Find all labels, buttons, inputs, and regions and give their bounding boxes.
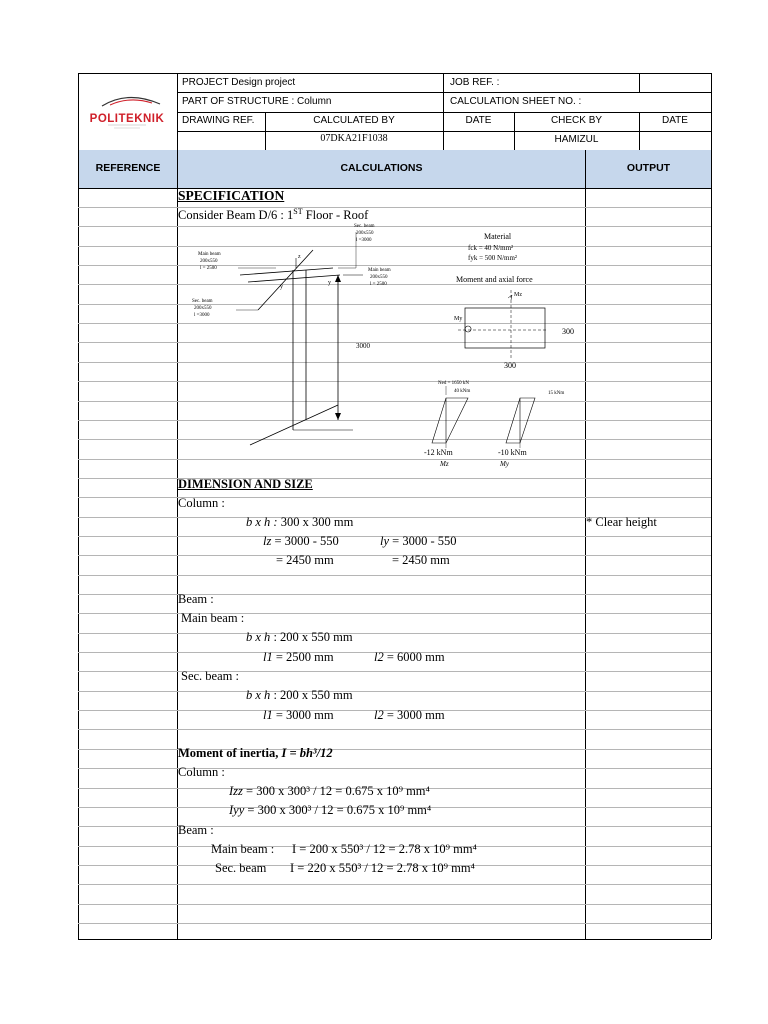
sec-beam-l1: l1 = 3000 mm (263, 708, 334, 722)
consider-beam-line: Consider Beam D/6 : 1ST Floor - Roof (178, 207, 369, 223)
calculations-header: CALCULATIONS (178, 150, 585, 188)
row-gridline (78, 594, 711, 595)
svg-text:l =3000: l =3000 (194, 313, 210, 318)
izz-line: Izz = 300 x 300³ / 12 = 0.675 x 10⁹ mm⁴ (229, 784, 430, 798)
svg-text:300: 300 (562, 327, 574, 336)
row-gridline (78, 826, 711, 827)
inertia-sec-beam-label: Sec. beam (215, 861, 267, 875)
drawing-ref-label: DRAWING REF. (182, 115, 255, 126)
date-label-1: DATE (465, 115, 492, 126)
inertia-main-beam-expr: I = 200 x 550³ / 12 = 2.78 x 10⁹ mm⁴ (292, 842, 477, 856)
clear-height-note: * Clear height (586, 515, 657, 529)
svg-text:Material: Material (484, 232, 512, 241)
lz-result: = 2450 mm (276, 553, 334, 567)
ly-result: = 2450 mm (392, 553, 450, 567)
date-label-2: DATE (662, 115, 688, 126)
row-gridline (78, 691, 711, 692)
part-of-structure: PART OF STRUCTURE : Column (182, 96, 332, 107)
svg-text:200x550: 200x550 (370, 275, 388, 280)
sec-beam-label: Sec. beam : (181, 669, 239, 683)
row-gridline (78, 497, 711, 498)
inertia-main-beam-label: Main beam : (211, 842, 275, 856)
svg-text:l = 2500: l = 2500 (200, 266, 217, 271)
svg-text:y: y (328, 280, 331, 286)
row-gridline (78, 613, 711, 614)
svg-text:y: y (280, 284, 283, 290)
svg-text:Mz: Mz (514, 292, 522, 298)
sec-beam-l2: l2 = 3000 mm (374, 708, 445, 722)
inertia-column-label: Column : (178, 765, 225, 779)
logo-swoosh-icon (80, 92, 175, 132)
job-ref-label: JOB REF. : (450, 77, 500, 88)
svg-text:My: My (500, 460, 509, 468)
main-beam-l2: l2 = 6000 mm (374, 650, 445, 664)
iyy-line: Iyy = 300 x 300³ / 12 = 0.675 x 10⁹ mm⁴ (229, 803, 432, 817)
beam-label: Beam : (178, 592, 214, 606)
row-gridline (78, 884, 711, 885)
main-beam-label: Main beam : (181, 611, 245, 625)
svg-text:200x550: 200x550 (200, 259, 218, 264)
row-gridline (78, 575, 711, 576)
inertia-heading: Moment of inertia, I = bh³/12 (178, 746, 333, 760)
svg-text:Moment and axial force: Moment and axial force (456, 275, 533, 284)
svg-text:-10 kNm: -10 kNm (498, 448, 527, 457)
row-gridline (78, 207, 711, 208)
svg-text:z: z (298, 254, 301, 260)
svg-text:-12 kNm: -12 kNm (424, 448, 453, 457)
inertia-beam-label: Beam : (178, 823, 214, 837)
row-gridline (78, 923, 711, 924)
svg-text:15 kNm: 15 kNm (548, 391, 565, 396)
svg-text:Sec. beam: Sec. beam (192, 299, 213, 304)
svg-text:Main beam: Main beam (368, 268, 391, 273)
project-title: PROJECT Design project (182, 77, 296, 88)
svg-text:200x550: 200x550 (194, 306, 212, 311)
row-gridline (78, 729, 711, 730)
svg-text:Ned = 1650 kN: Ned = 1650 kN (438, 381, 470, 386)
reference-header: REFERENCE (79, 150, 177, 188)
column-label: Column : (178, 496, 225, 510)
svg-text:Mz: Mz (440, 460, 449, 468)
specification-heading: SPECIFICATION (178, 188, 285, 203)
table-bottom-border (78, 939, 711, 940)
svg-text:fyk = 500 N/mm²: fyk = 500 N/mm² (468, 254, 518, 262)
svg-text:40 kNm: 40 kNm (454, 389, 471, 394)
main-beam-l1: l1 = 2500 mm (263, 650, 334, 664)
row-gridline (78, 768, 711, 769)
row-gridline (78, 904, 711, 905)
check-by-label: CHECK BY (550, 115, 603, 126)
svg-text:My: My (454, 316, 463, 322)
column-diagram (178, 220, 585, 470)
inertia-sec-beam-expr: I = 220 x 550³ / 12 = 2.78 x 10⁹ mm⁴ (290, 861, 475, 875)
svg-text:3000: 3000 (356, 342, 370, 350)
lz-line: lz = 3000 - 550 (263, 534, 339, 548)
logo-text: POLITEKNIK (89, 113, 165, 125)
svg-text:Sec. beam: Sec. beam (354, 224, 375, 229)
row-gridline (78, 749, 711, 750)
row-gridline (78, 478, 711, 479)
svg-text:200x550: 200x550 (356, 231, 374, 236)
output-header: OUTPUT (586, 150, 711, 188)
politeknik-logo (80, 92, 175, 132)
calculated-by-label: CALCULATED BY (313, 115, 395, 126)
svg-text:fck = 40 N/mm²: fck = 40 N/mm² (468, 244, 514, 252)
main-beam-bxh: b x h : 200 x 550 mm (246, 630, 353, 644)
calculated-by-value: 07DKA21F1038 (320, 133, 388, 144)
row-gridline (78, 671, 711, 672)
check-by-value: HAMIZUL (554, 134, 599, 145)
svg-text:l = 2500: l = 2500 (370, 282, 387, 287)
row-gridline (78, 633, 711, 634)
column-bxh: b x h : 300 x 300 mm (246, 515, 354, 529)
svg-text:300: 300 (504, 361, 516, 370)
sec-beam-bxh: b x h : 200 x 550 mm (246, 688, 353, 702)
ly-line: ly = 3000 - 550 (380, 534, 457, 548)
calc-sheet-no-label: CALCULATION SHEET NO. : (450, 96, 582, 107)
dimension-heading: DIMENSION AND SIZE (178, 477, 313, 491)
svg-text:l =3000: l =3000 (356, 238, 372, 243)
svg-text:Main beam: Main beam (198, 252, 221, 257)
